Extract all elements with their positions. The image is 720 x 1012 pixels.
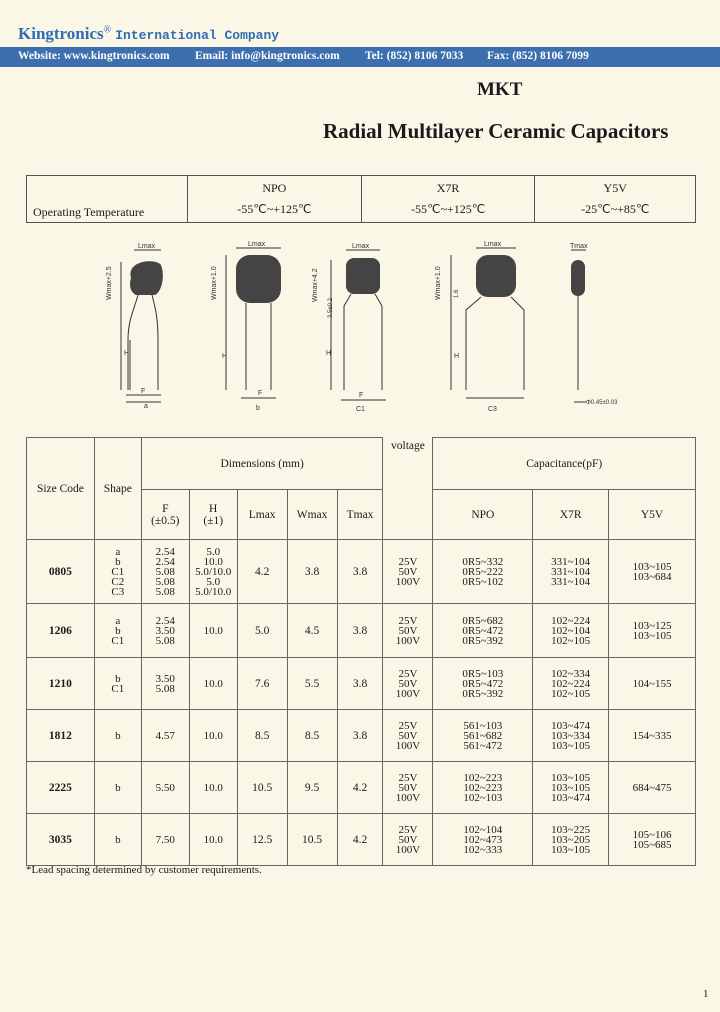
specification-table	[26, 437, 696, 866]
tmax-cell: 4.2	[337, 762, 383, 814]
lmax-cell: 10.5	[237, 762, 287, 814]
svg-text:C3: C3	[488, 406, 497, 413]
size-code-cell: 1210	[27, 658, 95, 710]
shape-cell: b	[94, 814, 141, 866]
h-cell: 10.0	[189, 658, 237, 710]
svg-text:Wmax+4.2: Wmax+4.2	[312, 268, 319, 302]
voltage-cell: 25V 50V 100V	[383, 604, 433, 658]
svg-text:3.5±0.2: 3.5±0.2	[328, 298, 334, 318]
diagram-shape-c1	[331, 250, 386, 400]
table-row	[27, 540, 696, 604]
h-cell: 10.0	[189, 710, 237, 762]
npo-cell: 102~104 102~473 102~333	[433, 814, 533, 866]
npo-cell: 561~103 561~682 561~472	[433, 710, 533, 762]
f-cell: 3.50 5.08	[141, 658, 189, 710]
diagram-shape-b	[226, 248, 281, 398]
temp-x7r: X7R -55℃~+125℃	[361, 176, 535, 223]
size-code-cell: 1812	[27, 710, 95, 762]
hdr-f: F (±0.5)	[141, 490, 189, 540]
email-link[interactable]: Email: info@kingtronics.com	[195, 50, 340, 62]
svg-text:F: F	[258, 390, 263, 397]
voltage-cell: 25V 50V 100V	[383, 540, 433, 604]
lmax-cell: 12.5	[237, 814, 287, 866]
shape-cell: a b C1	[94, 604, 141, 658]
voltage-cell: 25V 50V 100V	[383, 814, 433, 866]
svg-text:b: b	[256, 405, 260, 412]
h-cell: 10.0	[189, 814, 237, 866]
hdr-y5v: Y5V	[609, 490, 696, 540]
lmax-cell: 8.5	[237, 710, 287, 762]
x7r-cell: 331~104 331~104 331~104	[533, 540, 609, 604]
temp-y5v: Y5V -25℃~+85℃	[535, 176, 696, 223]
svg-text:a: a	[144, 403, 148, 410]
hdr-tmax: Tmax	[337, 490, 383, 540]
f-cell: 7.50	[141, 814, 189, 866]
hdr-x7r: X7R	[533, 490, 609, 540]
hdr-npo: NPO	[433, 490, 533, 540]
svg-text:Lmax: Lmax	[138, 243, 156, 250]
wmax-cell: 8.5	[287, 710, 337, 762]
wmax-cell: 10.5	[287, 814, 337, 866]
svg-text:H: H	[222, 353, 228, 360]
size-code-cell: 1206	[27, 604, 95, 658]
wmax-cell: 5.5	[287, 658, 337, 710]
size-code-cell: 0805	[27, 540, 95, 604]
f-cell: 4.57	[141, 710, 189, 762]
y5v-cell: 103~125 103~105	[609, 604, 696, 658]
lmax-cell: 5.0	[237, 604, 287, 658]
y5v-cell: 154~335	[609, 710, 696, 762]
svg-text:F: F	[359, 392, 364, 399]
brand-name: Kingtronics	[18, 24, 104, 43]
temp-label: Operating Temperature	[27, 176, 188, 223]
tel-text: Tel: (852) 8106 7033	[365, 50, 464, 62]
svg-text:Wmax+1.0: Wmax+1.0	[211, 266, 218, 300]
svg-text:Wmax+2.5: Wmax+2.5	[106, 266, 113, 300]
svg-text:Lmax: Lmax	[484, 241, 502, 248]
x7r-cell: 102~224 102~104 102~105	[533, 604, 609, 658]
y5v-cell: 104~155	[609, 658, 696, 710]
y5v-cell: 103~105 103~684	[609, 540, 696, 604]
svg-text:H: H	[124, 350, 130, 357]
hdr-dimensions: Dimensions (mm)	[141, 438, 383, 490]
x7r-cell: 103~474 103~334 103~105	[533, 710, 609, 762]
size-code-cell: 2225	[27, 762, 95, 814]
lmax-cell: 4.2	[237, 540, 287, 604]
svg-text:1.6: 1.6	[454, 289, 460, 298]
svg-text:Wmax+1.0: Wmax+1.0	[435, 266, 442, 300]
x7r-cell: 103~225 103~205 103~105	[533, 814, 609, 866]
page-title: Radial Multilayer Ceramic Capacitors	[323, 119, 669, 143]
tmax-cell: 3.8	[337, 540, 383, 604]
hdr-voltage: voltage	[383, 438, 433, 540]
page-number: 1	[703, 988, 709, 1000]
shape-cell: a b C1 C2 C3	[94, 540, 141, 604]
svg-text:Φ0.45±0.03: Φ0.45±0.03	[586, 400, 618, 406]
tmax-cell: 3.8	[337, 604, 383, 658]
table-row	[27, 762, 696, 814]
hdr-h: H (±1)	[189, 490, 237, 540]
svg-text:F: F	[141, 388, 146, 395]
diagram-side-view	[571, 250, 586, 402]
npo-cell: 102~223 102~223 102~103	[433, 762, 533, 814]
hdr-size-code: Size Code	[27, 438, 95, 540]
contact-bar	[0, 47, 720, 67]
table-row	[27, 658, 696, 710]
company-logo	[18, 24, 279, 44]
wmax-cell: 3.8	[287, 540, 337, 604]
voltage-cell: 25V 50V 100V	[383, 658, 433, 710]
tmax-cell: 3.8	[337, 710, 383, 762]
table-row	[27, 604, 696, 658]
svg-text:Lmax: Lmax	[352, 243, 370, 250]
npo-cell: 0R5~332 0R5~222 0R5~102	[433, 540, 533, 604]
hdr-lmax: Lmax	[237, 490, 287, 540]
series-title: MKT	[477, 79, 523, 100]
x7r-cell: 102~334 102~224 102~105	[533, 658, 609, 710]
wmax-cell: 9.5	[287, 762, 337, 814]
wmax-cell: 4.5	[287, 604, 337, 658]
size-code-cell: 3035	[27, 814, 95, 866]
hdr-shape: Shape	[94, 438, 141, 540]
tmax-cell: 3.8	[337, 658, 383, 710]
lmax-cell: 7.6	[237, 658, 287, 710]
table-row	[27, 814, 696, 866]
voltage-cell: 25V 50V 100V	[383, 710, 433, 762]
f-cell: 2.54 3.50 5.08	[141, 604, 189, 658]
hdr-wmax: Wmax	[287, 490, 337, 540]
npo-cell: 0R5~682 0R5~472 0R5~392	[433, 604, 533, 658]
h-cell: 10.0	[189, 762, 237, 814]
capacitor-diagrams	[26, 240, 696, 420]
shape-cell: b	[94, 710, 141, 762]
x7r-cell: 103~105 103~105 103~474	[533, 762, 609, 814]
svg-text:Lmax: Lmax	[248, 241, 266, 248]
diagram-shape-c3	[451, 248, 524, 398]
voltage-cell: 25V 50V 100V	[383, 762, 433, 814]
svg-text:H: H	[326, 350, 332, 357]
y5v-cell: 684~475	[609, 762, 696, 814]
website-link[interactable]: Website: www.kingtronics.com	[18, 50, 170, 62]
hdr-capacitance: Capacitance(pF)	[433, 438, 696, 490]
shape-cell: b	[94, 762, 141, 814]
svg-text:Tmax: Tmax	[570, 243, 588, 250]
f-cell: 5.50	[141, 762, 189, 814]
registered-mark: ®	[103, 24, 112, 36]
fax-text: Fax: (852) 8106 7099	[487, 50, 589, 62]
company-name: International Company	[115, 28, 280, 43]
diagram-shape-a	[121, 250, 163, 402]
shape-cell: b C1	[94, 658, 141, 710]
temperature-table	[26, 175, 696, 223]
svg-text:H: H	[454, 353, 460, 360]
npo-cell: 0R5~103 0R5~472 0R5~392	[433, 658, 533, 710]
table-row	[27, 710, 696, 762]
f-cell: 2.54 2.54 5.08 5.08 5.08	[141, 540, 189, 604]
footnote: *Lead spacing determined by customer requirements.	[26, 864, 262, 876]
h-cell: 5.0 10.0 5.0/10.0 5.0 5.0/10.0	[189, 540, 237, 604]
y5v-cell: 105~106 105~685	[609, 814, 696, 866]
temp-npo: NPO -55℃~+125℃	[188, 176, 362, 223]
tmax-cell: 4.2	[337, 814, 383, 866]
h-cell: 10.0	[189, 604, 237, 658]
svg-text:C1: C1	[356, 406, 365, 413]
